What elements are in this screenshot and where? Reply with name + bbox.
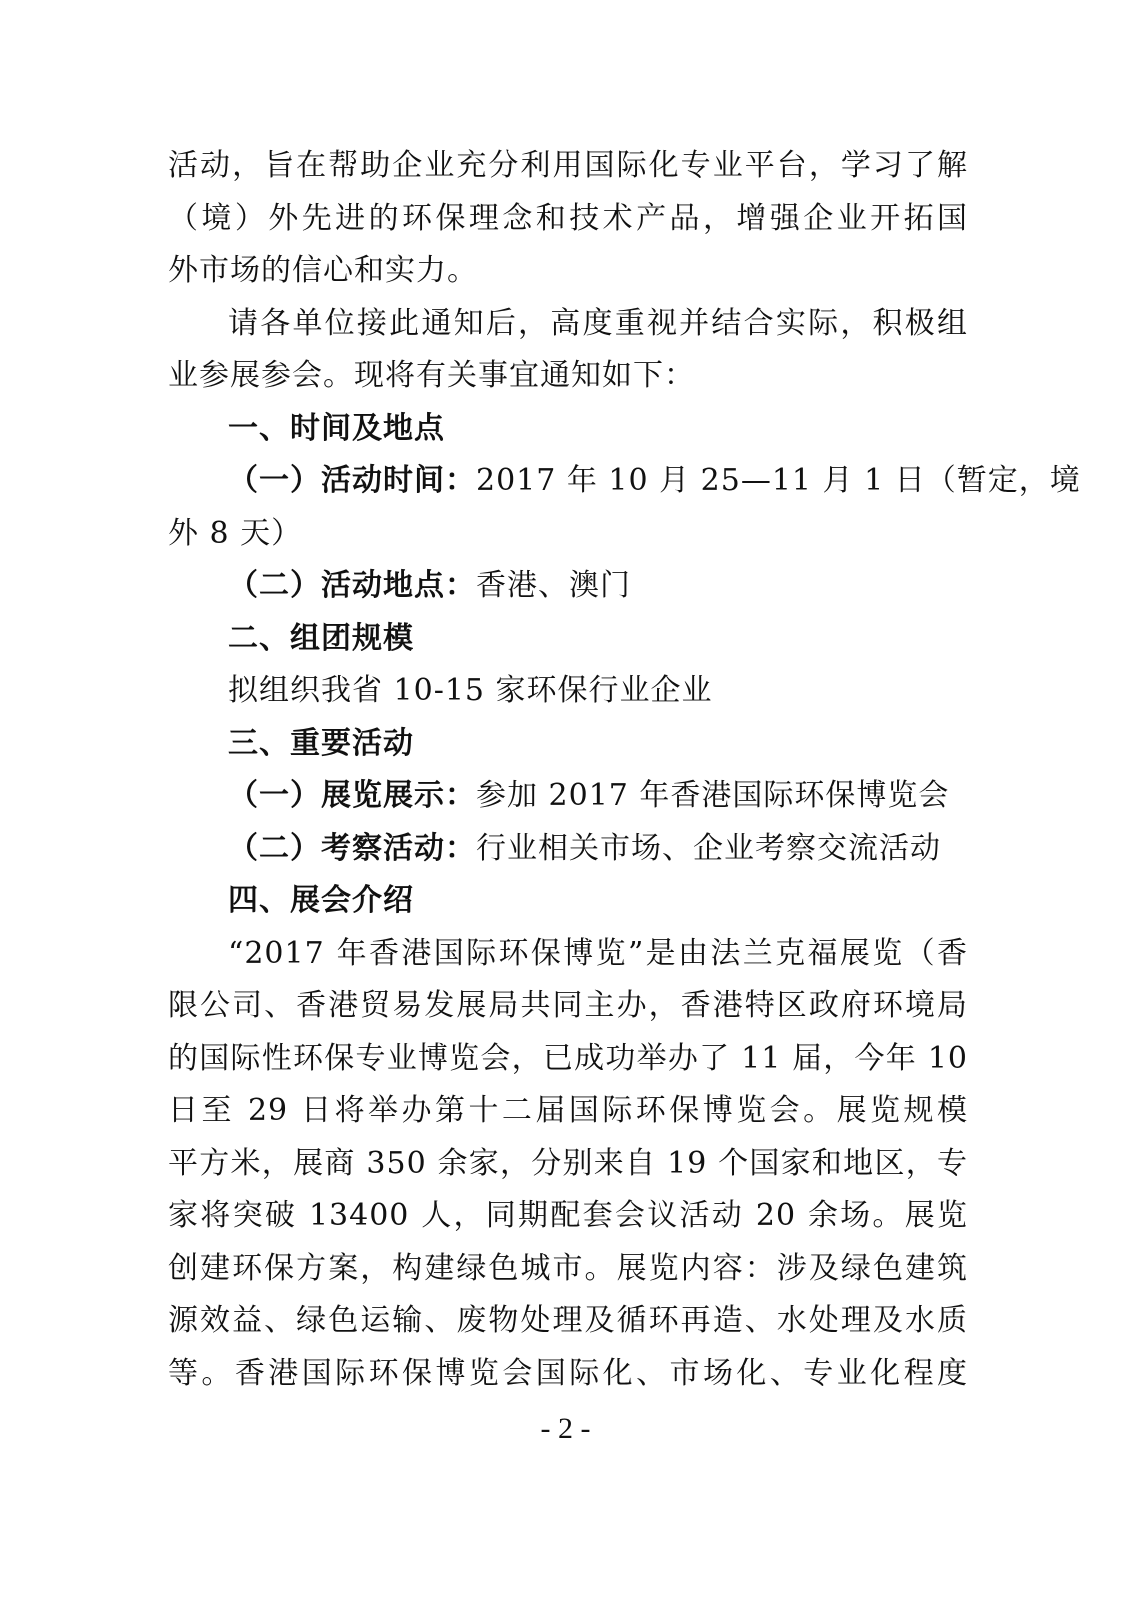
section-1-heading: 一、时间及地点 <box>228 410 445 446</box>
section-2-heading: 二、组团规模 <box>228 620 414 656</box>
intro-line-1: 活动，旨在帮助企业充分利用国际化专业平台，学习了解 <box>168 148 968 183</box>
section-4-heading: 四、展会介绍 <box>228 883 414 918</box>
section-4-line-9: 等。香港国际环保博览会国际化、市场化、专业化程度 <box>168 1355 968 1391</box>
section-1-item-1-continuation: 外 8 天） <box>168 515 303 551</box>
section-4-line-1: “2017 年香港国际环保博览”是由法兰克福展览（香 <box>228 935 968 971</box>
section-3-item-1 <box>168 770 968 823</box>
section-3-item-2 <box>168 823 968 876</box>
request-line-1: 请各单位接此通知后，高度重视并结合实际，积极组 <box>228 305 968 341</box>
section-4-line-4: 日至 29 日将举办第十二届国际环保博览会。展览规模 <box>168 1093 968 1128</box>
section-1-item-1-label: （一）活动时间： <box>228 463 476 498</box>
section-4-line-5: 平方米，展商 350 余家，分别来自 19 个国家和地区，专 <box>168 1145 968 1181</box>
section-1-item-1 <box>168 455 1081 508</box>
section-1-item-2-label: （二）活动地点： <box>228 568 476 603</box>
section-3-item-2-label: （二）考察活动： <box>228 830 476 866</box>
section-3-item-1-label: （一）展览展示： <box>228 778 476 813</box>
section-1-item-2 <box>168 560 968 613</box>
document-body <box>168 140 1081 1400</box>
section-3-heading: 三、重要活动 <box>228 725 414 761</box>
request-line-2: 业参展参会。现将有关事宜通知如下： <box>168 358 695 393</box>
section-1-item-1-text: 2017 年 10 月 25—11 月 1 日（暂定，境 <box>476 463 1081 498</box>
section-1-item-2-text: 香港、澳门 <box>476 568 631 603</box>
intro-line-2: （境）外先进的环保理念和技术产品，增强企业开拓国 <box>168 200 968 236</box>
section-4-line-2: 限公司、香港贸易发展局共同主办，香港特区政府环境局 <box>168 988 968 1023</box>
section-3-item-1-text: 参加 2017 年香港国际环保博览会 <box>476 778 950 813</box>
section-2-text: 拟组织我省 10-15 家环保行业企业 <box>228 673 713 708</box>
section-4-line-3: 的国际性环保专业博览会，已成功举办了 11 届，今年 10 <box>168 1040 968 1076</box>
page-number: - 2 - <box>540 1412 591 1445</box>
intro-line-3: 外市场的信心和实力。 <box>168 253 478 288</box>
section-4-line-6: 家将突破 13400 人，同期配套会议活动 20 余场。展览 <box>168 1198 968 1233</box>
section-3-item-2-text: 行业相关市场、企业考察交流活动 <box>476 830 941 866</box>
section-4-line-8: 源效益、绿色运输、废物处理及循环再造、水处理及水质 <box>168 1303 968 1338</box>
section-4-line-7: 创建环保方案，构建绿色城市。展览内容：涉及绿色建筑 <box>168 1250 968 1286</box>
